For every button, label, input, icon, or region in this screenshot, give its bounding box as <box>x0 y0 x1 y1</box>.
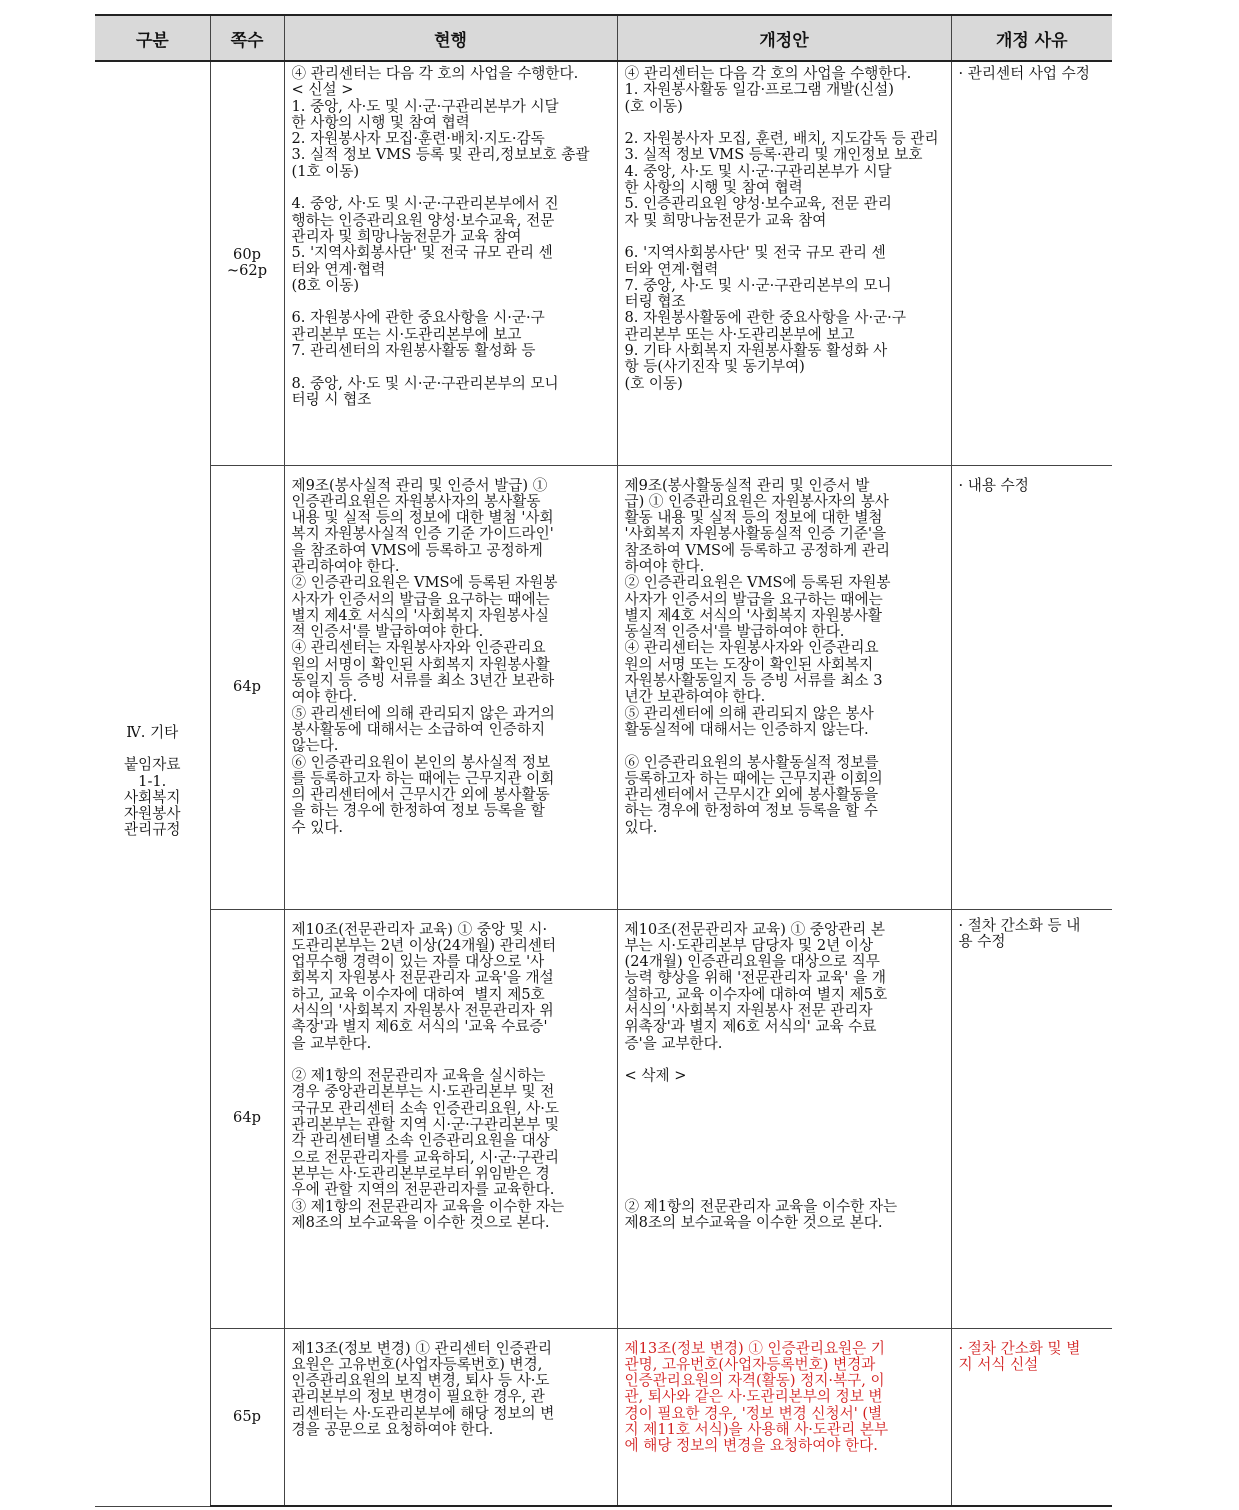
text-line: '사회복지 자원봉사활동실적 인증 기준'을 <box>624 525 887 543</box>
text-line: 별지 제4호 서식의 '사회복지 자원봉사활 <box>624 606 882 624</box>
text-line: 별지 제4호 서식의 '사회복지 자원봉사실 <box>291 606 549 624</box>
text-line <box>625 1101 944 1117</box>
text-line: 있다. <box>624 818 658 836</box>
text-line: 경을 공문으로 요청하여야 한다. <box>291 1420 494 1438</box>
text-line: 않는다. <box>291 737 339 755</box>
text-line: 급) ① 인증관리요원은 자원봉사자의 봉사 <box>624 492 889 510</box>
text-line: 참조하여 VMS에 등록하고 공정하게 관리 <box>624 541 891 559</box>
text-line: 동일지 등 증빙 서류를 최소 3년간 보관하 <box>291 672 555 690</box>
text-line: 자원봉사 <box>124 805 181 823</box>
text-line: 5. 인증관리요원 양성·보수교육, 전문 관리 <box>624 195 892 213</box>
text-line: · 절차 간소화 등 내 <box>958 916 1081 934</box>
text-line: 를 등록하고자 하는 때에는 근무지관 이회 <box>291 769 555 787</box>
text-line: 여야 한다. <box>291 688 358 706</box>
text-line <box>625 115 944 131</box>
header-reason: 개정 사유 <box>951 15 1112 61</box>
text-line: ② 제1항의 전문관리자 교육을 실시하는 <box>291 1067 546 1085</box>
text-line: 으로 전문관리자를 교육하되, 시·군·구관리 <box>291 1148 559 1166</box>
text-line: 수 있다. <box>291 818 344 836</box>
text-line: 제9조(봉사활동실적 관리 및 인증서 발 <box>624 476 870 494</box>
text-line: 회복지 자원봉사 전문관리자 교육'을 개설 <box>291 969 554 987</box>
table-row <box>95 61 1112 465</box>
text-line: 내용 및 실적 등의 정보에 대한 별첨 '사회 <box>291 509 554 527</box>
text-line: · 절차 간소화 및 별 <box>958 1339 1081 1357</box>
text-line: · 관리센터 사업 수정 <box>958 65 1090 82</box>
text-line: 활동실적에 대해서는 인증하지 않는다. <box>624 720 869 738</box>
text-line: · 내용 수정 <box>958 476 1029 494</box>
text-line: 4. 중앙, 사·도 및 시·군·구관리본부가 시달 <box>624 162 892 180</box>
text-line: 6. '지역사회봉사단' 및 전국 규모 관리 센 <box>624 244 886 262</box>
text-line: 촉장'과 별지 제6호 서식의 '교육 수료증' <box>291 1018 548 1036</box>
text-line: 제9조(봉사실적 관리 및 인증서 발급) ① <box>291 476 548 494</box>
text-line: 관리본부는 관할 지역 시·군·구관리본부 및 <box>291 1116 559 1134</box>
text-line: (24개월) 인증관리요원을 대상으로 직무 <box>624 953 880 971</box>
text-line <box>292 359 610 375</box>
text-line: 64p <box>233 677 261 695</box>
text-line: 9. 기타 사회복지 자원봉사활동 활성화 사 <box>624 342 888 360</box>
table-row <box>95 909 1112 1328</box>
current-text-cell <box>284 909 617 1328</box>
text-line: ② 인증관리요원은 VMS에 등록된 자원봉 <box>291 574 558 592</box>
text-line: 터링 협조 <box>624 293 686 311</box>
text-line: 증'을 교부한다. <box>624 1034 723 1052</box>
proposed-text-cell <box>617 909 951 1328</box>
text-line: 을 하는 경우에 한정하여 정보 등록을 할 <box>291 802 545 820</box>
text-line: 60p <box>233 245 261 263</box>
text-line: 제8조의 보수교육을 이수한 것으로 본다. <box>291 1213 550 1231</box>
text-line: ⑥ 인증관리요원의 봉사활동실적 정보를 <box>624 753 879 771</box>
current-text-cell <box>284 465 617 909</box>
text-line: 65p <box>233 1407 261 1425</box>
text-line: 을 참조하여 VMS에 등록하고 공정하게 <box>291 541 543 559</box>
text-line: 서식의 '사회복지 자원봉사 전문관리자 위 <box>291 1001 554 1019</box>
header-current: 현행 <box>284 15 617 61</box>
text-line: 3. 실적 정보 VMS 등록 및 관리,정보보호 총괄 <box>291 146 590 164</box>
text-line: 인증관리요원의 보직 변경, 퇴사 등 사·도 <box>291 1372 550 1390</box>
text-line: ~62p <box>226 262 268 280</box>
text-line: 사자가 인증서의 발급을 요구하는 때에는 <box>291 590 550 608</box>
text-line: ② 인증관리요원은 VMS에 등록된 자원봉 <box>624 574 891 592</box>
text-line: (8호 이동) <box>291 276 360 294</box>
text-line <box>625 738 944 754</box>
text-line: 하고, 교육 이수자에 대하여 별지 제5호 <box>291 985 545 1003</box>
text-line: 1. 중앙, 사·도 및 시·군·구관리본부가 시달 <box>291 97 559 115</box>
text-line <box>102 741 203 757</box>
reason-cell <box>951 909 1112 1328</box>
text-line: 제10조(전문관리자 교육) ① 중앙 및 시· <box>291 920 548 938</box>
text-line: 한 사항의 시행 및 참여 협력 <box>624 179 803 197</box>
text-line: < 삭제 > <box>624 1067 687 1085</box>
text-line: 업무수행 경력이 있는 자를 대상으로 '사 <box>291 953 545 971</box>
text-line: ④ 관리센터는 자원봉사자와 인증관리요 <box>291 639 546 657</box>
text-line: 3. 실적 정보 VMS 등록·관리 및 개인정보 보호 <box>624 146 923 164</box>
text-line: 행하는 인증관리요원 양성·보수교육, 전문 <box>291 211 555 229</box>
text-line: 설하고, 교육 이수자에 대하여 별지 제5호 <box>624 985 888 1003</box>
text-line: 관리규정 <box>124 821 181 839</box>
text-line <box>625 1052 944 1068</box>
text-line: ③ 제1항의 전문관리자 교육을 이수한 자는 <box>291 1197 565 1215</box>
text-line: 국규모 관리센터 소속 인증관리요원, 사·도 <box>291 1099 559 1117</box>
text-line: Ⅳ. 기타 <box>126 723 179 741</box>
text-line: 서식의 '사회복지 자원봉사 전문 관리자 <box>624 1001 873 1019</box>
text-line: 요원은 고유번호(사업자등록번호) 변경, <box>291 1355 543 1373</box>
page-cell <box>210 465 284 909</box>
text-line: 리센터는 사·도관리본부에 해당 정보의 변 <box>291 1404 555 1422</box>
text-line: 관, 퇴사와 같은 사·도관리본부의 정보 변 <box>624 1388 883 1406</box>
text-line: < 신설 > <box>291 81 354 99</box>
text-line: 을 교부한다. <box>291 1034 372 1052</box>
text-line <box>625 1182 944 1198</box>
category-cell <box>95 61 210 1506</box>
text-line: 본부는 사·도관리본부로부터 위임받은 경 <box>291 1164 550 1182</box>
text-line: 붙임자료 <box>124 756 181 774</box>
text-line <box>292 180 610 196</box>
text-line: 터와 연계·협력 <box>291 260 386 278</box>
text-line: 관리본부 또는 사·도관리본부에 보고 <box>624 325 855 343</box>
text-line: ⑥ 인증관리요원이 본인의 봉사실적 정보 <box>291 753 551 771</box>
text-line: 1-1. <box>138 772 167 790</box>
text-line: (호 이동) <box>624 97 683 115</box>
text-line: 4. 중앙, 사·도 및 시·군·구관리본부에서 진 <box>291 195 559 213</box>
text-line: 제13조(정보 변경) ① 관리센터 인증관리 <box>291 1339 552 1357</box>
text-line: ⑤ 관리센터에 의해 관리되지 않은 과거의 <box>291 704 555 722</box>
text-line: ④ 관리센터는 자원봉사자와 인증관리요 <box>624 639 879 657</box>
text-line: 인증관리요원은 자원봉사자의 봉사활동 <box>291 492 541 510</box>
text-line: 6. 자원봉사에 관한 중요사항을 시·군·구 <box>291 309 545 327</box>
text-line: 제8조의 보수교육을 이수한 것으로 본다. <box>624 1213 883 1231</box>
text-line: 하여야 한다. <box>624 557 705 575</box>
comparison-table <box>95 14 1112 1507</box>
text-line: 봉사활동에 대해서는 소급하여 인증하지 <box>291 720 546 738</box>
proposed-text-cell <box>617 465 951 909</box>
text-line: 8. 중앙, 사·도 및 시·군·구관리본부의 모니 <box>291 374 559 392</box>
text-line: 5. '지역사회봉사단' 및 전국 규모 관리 센 <box>291 244 553 262</box>
text-line: 사회복지 <box>124 788 181 806</box>
text-line: 터링 시 협조 <box>291 390 372 408</box>
text-line: 관리본부 또는 시·도관리본부에 보고 <box>291 325 522 343</box>
text-line: 원의 서명 또는 도장이 확인된 사회복지 <box>624 655 874 673</box>
text-line: 관리자 및 희망나눔전문가 교육 참여 <box>291 227 522 245</box>
text-line <box>625 229 944 245</box>
current-text-cell <box>284 61 617 465</box>
text-line: 관리본부의 정보 변경이 필요한 경우, 관 <box>291 1388 545 1406</box>
table-row <box>95 1328 1112 1506</box>
text-line: ④ 관리센터는 다음 각 호의 사업을 수행한다. <box>291 65 579 82</box>
text-line: (1호 이동) <box>291 162 360 180</box>
text-line: 년간 보관하여야 한다. <box>624 688 766 706</box>
text-line: ⑤ 관리센터에 의해 관리되지 않은 봉사 <box>624 704 874 722</box>
text-line: 관리센터에서 근무시간 외에 봉사활동을 <box>624 786 879 804</box>
reason-cell <box>951 465 1112 909</box>
text-line: 각 관리센터별 소속 인증관리요원을 대상 <box>291 1132 550 1150</box>
text-line: 적 인증서'를 발급하여야 한다. <box>291 623 484 641</box>
reason-cell <box>951 1328 1112 1506</box>
text-line: 부는 시·도관리본부 담당자 및 2년 이상 <box>624 936 874 954</box>
text-line <box>625 1084 944 1100</box>
reason-cell <box>951 61 1112 465</box>
text-line <box>625 1117 944 1133</box>
text-line: 제13조(정보 변경) ① 인증관리요원은 기 <box>624 1339 885 1357</box>
text-line: 1. 자원봉사활동 일감·프로그램 개발(신설) <box>624 81 894 99</box>
table-row <box>95 465 1112 909</box>
header-page: 쪽수 <box>210 15 284 61</box>
header-row <box>95 15 1112 61</box>
header-category: 구분 <box>95 15 210 61</box>
text-line: 위촉장'과 별지 제6호 서식의' 교육 수료 <box>624 1018 877 1036</box>
text-line: 2. 자원봉사자 모집, 훈련, 배치, 지도감독 등 관리 <box>624 130 939 148</box>
text-line: 7. 중앙, 사·도 및 시·군·구관리본부의 모니 <box>624 276 892 294</box>
text-line: 복지 자원봉사실적 인증 기준 가이드라인' <box>291 525 554 543</box>
text-line <box>292 294 610 310</box>
text-line: 자 및 희망나눔전문가 교육 참여 <box>624 211 827 229</box>
proposed-text-cell <box>617 1328 951 1506</box>
text-line: 하는 경우에 한정하여 정보 등록을 할 수 <box>624 802 878 820</box>
text-line <box>292 1052 610 1068</box>
page-cell <box>210 1328 284 1506</box>
text-line: 의 관리센터에서 근무시간 외에 봉사활동 <box>291 786 550 804</box>
text-line: 터와 연계·협력 <box>624 260 719 278</box>
text-line: 관명, 고유번호(사업자등록번호) 변경과 <box>624 1355 876 1373</box>
text-line: 우에 관할 지역의 전문관리자를 교육한다. <box>291 1181 555 1199</box>
text-line: 제10조(전문관리자 교육) ① 중앙관리 본 <box>624 920 885 938</box>
text-line: 항 등(사기진작 및 동기부여) <box>624 358 805 376</box>
proposed-text-cell <box>617 61 951 465</box>
text-line: 도관리본부는 2년 이상(24개월) 관리센터 <box>291 936 557 954</box>
text-line <box>625 1150 944 1166</box>
header-proposed: 개정안 <box>617 15 951 61</box>
text-line <box>625 1133 944 1149</box>
text-line: 7. 관리센터의 자원봉사활동 활성화 등 <box>291 342 536 360</box>
text-line: 자원봉사활동일지 등 증빙 서류를 최소 3 <box>624 672 883 690</box>
text-line: ② 제1항의 전문관리자 교육을 이수한 자는 <box>624 1197 898 1215</box>
text-line: 동실적 인증서'를 발급하여야 한다. <box>624 623 845 641</box>
text-line: 64p <box>233 1109 261 1127</box>
text-line: (호 이동) <box>624 374 683 392</box>
current-text-cell <box>284 1328 617 1506</box>
text-line: 용 수정 <box>958 932 1006 950</box>
text-line: 한 사항의 시행 및 참여 협력 <box>291 113 470 131</box>
text-line: 관리하여야 한다. <box>291 557 400 575</box>
page-cell <box>210 61 284 465</box>
text-line: 능력 향상을 위해 '전문관리자 교육' 을 개 <box>624 969 886 987</box>
text-line: 에 해당 정보의 변경을 요청하여야 한다. <box>624 1437 878 1455</box>
text-line: 원의 서명이 확인된 사회복지 자원봉사활 <box>291 655 550 673</box>
text-line: 활동 내용 및 실적 등의 정보에 대한 별첨 <box>624 509 883 527</box>
text-line: 인증관리요원의 자격(활동) 정지·복구, 이 <box>624 1372 885 1390</box>
text-line: 지 서식 신설 <box>958 1355 1039 1373</box>
text-line: ④ 관리센터는 다음 각 호의 사업을 수행한다. <box>624 65 912 82</box>
text-line: 8. 자원봉사활동에 관한 중요사항을 사·군·구 <box>624 309 906 327</box>
page-cell <box>210 909 284 1328</box>
text-line: 경우 중앙관리본부는 시·도관리본부 및 전 <box>291 1083 555 1101</box>
text-line: 사자가 인증서의 발급을 요구하는 때에는 <box>624 590 883 608</box>
text-line: 2. 자원봉사자 모집·훈련·배치·지도·감독 <box>291 130 545 148</box>
text-line: 등록하고자 하는 때에는 근무지관 이회의 <box>624 769 883 787</box>
text-line: 경이 필요한 경우, '정보 변경 신청서' (별 <box>624 1404 883 1422</box>
text-line: 지 제11호 서식)을 사용해 사·도관리 본부 <box>624 1420 889 1438</box>
text-line <box>625 1166 944 1182</box>
